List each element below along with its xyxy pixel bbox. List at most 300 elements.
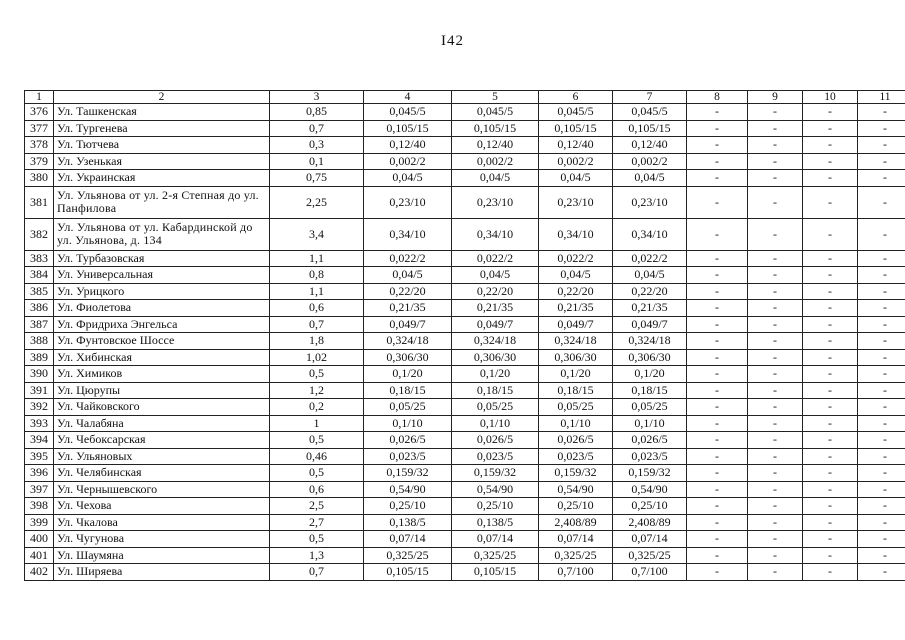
cell-col-3: 0,7 <box>270 316 364 333</box>
street-name: Ул. Чкалова <box>54 514 270 531</box>
row-number: 383 <box>25 250 54 267</box>
cell-col-10: - <box>803 250 858 267</box>
cell-col-7: 0,1/20 <box>613 366 687 383</box>
cell-col-4: 0,049/7 <box>364 316 452 333</box>
cell-col-3: 2,5 <box>270 498 364 515</box>
cell-col-9: - <box>748 186 803 218</box>
street-name: Ул. Тютчева <box>54 137 270 154</box>
cell-col-6: 0,04/5 <box>539 267 613 284</box>
cell-col-10: - <box>803 366 858 383</box>
cell-col-8: - <box>687 104 748 121</box>
cell-col-6: 0,022/2 <box>539 250 613 267</box>
cell-col-3: 0,8 <box>270 267 364 284</box>
cell-col-5: 0,026/5 <box>452 432 539 449</box>
cell-col-11: - <box>858 300 905 317</box>
row-number: 384 <box>25 267 54 284</box>
cell-col-10: - <box>803 349 858 366</box>
table-row <box>25 120 905 137</box>
cell-col-7: 0,105/15 <box>613 120 687 137</box>
cell-col-7: 0,002/2 <box>613 153 687 170</box>
cell-col-9: - <box>748 170 803 187</box>
cell-col-8: - <box>687 186 748 218</box>
cell-col-7: 0,325/25 <box>613 547 687 564</box>
cell-col-10: - <box>803 448 858 465</box>
cell-col-10: - <box>803 531 858 548</box>
row-number: 382 <box>25 218 54 250</box>
column-header: 2 <box>54 91 270 104</box>
street-name: Ул. Универсальная <box>54 267 270 284</box>
cell-col-9: - <box>748 267 803 284</box>
cell-col-10: - <box>803 415 858 432</box>
cell-col-10: - <box>803 547 858 564</box>
row-number: 380 <box>25 170 54 187</box>
cell-col-5: 0,22/20 <box>452 283 539 300</box>
cell-col-9: - <box>748 300 803 317</box>
cell-col-9: - <box>748 415 803 432</box>
cell-col-9: - <box>748 218 803 250</box>
cell-col-6: 0,25/10 <box>539 498 613 515</box>
cell-col-7: 0,04/5 <box>613 267 687 284</box>
cell-col-6: 0,54/90 <box>539 481 613 498</box>
column-header: 8 <box>687 91 748 104</box>
cell-col-9: - <box>748 399 803 416</box>
cell-col-6: 0,026/5 <box>539 432 613 449</box>
cell-col-8: - <box>687 349 748 366</box>
cell-col-11: - <box>858 333 905 350</box>
street-name: Ул. Чернышевского <box>54 481 270 498</box>
table-row <box>25 415 905 432</box>
cell-col-3: 2,25 <box>270 186 364 218</box>
cell-col-11: - <box>858 531 905 548</box>
cell-col-9: - <box>748 153 803 170</box>
street-name: Ул. Челябинская <box>54 465 270 482</box>
table-row <box>25 316 905 333</box>
cell-col-11: - <box>858 267 905 284</box>
cell-col-3: 1,2 <box>270 382 364 399</box>
street-name: Ул. Химиков <box>54 366 270 383</box>
cell-col-9: - <box>748 481 803 498</box>
cell-col-3: 1 <box>270 415 364 432</box>
cell-col-3: 1,1 <box>270 250 364 267</box>
cell-col-5: 0,002/2 <box>452 153 539 170</box>
column-header: 3 <box>270 91 364 104</box>
cell-col-10: - <box>803 432 858 449</box>
cell-col-7: 0,022/2 <box>613 250 687 267</box>
cell-col-6: 0,306/30 <box>539 349 613 366</box>
cell-col-6: 0,1/20 <box>539 366 613 383</box>
cell-col-4: 0,023/5 <box>364 448 452 465</box>
cell-col-9: - <box>748 366 803 383</box>
cell-col-11: - <box>858 514 905 531</box>
street-name: Ул. Хибинская <box>54 349 270 366</box>
row-number: 391 <box>25 382 54 399</box>
cell-col-3: 0,3 <box>270 137 364 154</box>
cell-col-7: 0,05/25 <box>613 399 687 416</box>
street-name: Ул. Шаумяна <box>54 547 270 564</box>
cell-col-10: - <box>803 218 858 250</box>
cell-col-7: 0,21/35 <box>613 300 687 317</box>
cell-col-9: - <box>748 531 803 548</box>
table-row <box>25 564 905 581</box>
cell-col-9: - <box>748 564 803 581</box>
cell-col-8: - <box>687 316 748 333</box>
cell-col-7: 0,324/18 <box>613 333 687 350</box>
cell-col-3: 0,5 <box>270 465 364 482</box>
cell-col-10: - <box>803 300 858 317</box>
cell-col-4: 0,54/90 <box>364 481 452 498</box>
cell-col-7: 0,7/100 <box>613 564 687 581</box>
cell-col-6: 0,324/18 <box>539 333 613 350</box>
cell-col-4: 0,026/5 <box>364 432 452 449</box>
cell-col-3: 0,6 <box>270 300 364 317</box>
cell-col-5: 0,105/15 <box>452 564 539 581</box>
street-name: Ул. Чебоксарская <box>54 432 270 449</box>
cell-col-3: 2,7 <box>270 514 364 531</box>
column-header: 5 <box>452 91 539 104</box>
cell-col-6: 0,05/25 <box>539 399 613 416</box>
cell-col-8: - <box>687 564 748 581</box>
cell-col-11: - <box>858 366 905 383</box>
cell-col-8: - <box>687 415 748 432</box>
street-name: Ул. Ширяева <box>54 564 270 581</box>
cell-col-11: - <box>858 316 905 333</box>
cell-col-6: 0,22/20 <box>539 283 613 300</box>
cell-col-7: 0,023/5 <box>613 448 687 465</box>
cell-col-5: 0,138/5 <box>452 514 539 531</box>
cell-col-9: - <box>748 250 803 267</box>
cell-col-5: 0,04/5 <box>452 267 539 284</box>
cell-col-3: 0,46 <box>270 448 364 465</box>
cell-col-9: - <box>748 547 803 564</box>
cell-col-9: - <box>748 349 803 366</box>
cell-col-6: 0,002/2 <box>539 153 613 170</box>
row-number: 401 <box>25 547 54 564</box>
cell-col-7: 0,23/10 <box>613 186 687 218</box>
cell-col-7: 0,045/5 <box>613 104 687 121</box>
cell-col-7: 0,25/10 <box>613 498 687 515</box>
street-name: Ул. Украинская <box>54 170 270 187</box>
cell-col-6: 0,12/40 <box>539 137 613 154</box>
cell-col-3: 3,4 <box>270 218 364 250</box>
cell-col-9: - <box>748 465 803 482</box>
cell-col-7: 2,408/89 <box>613 514 687 531</box>
cell-col-3: 1,8 <box>270 333 364 350</box>
cell-col-7: 0,18/15 <box>613 382 687 399</box>
cell-col-7: 0,026/5 <box>613 432 687 449</box>
cell-col-8: - <box>687 366 748 383</box>
cell-col-6: 0,21/35 <box>539 300 613 317</box>
cell-col-5: 0,07/14 <box>452 531 539 548</box>
cell-col-11: - <box>858 186 905 218</box>
cell-col-3: 1,3 <box>270 547 364 564</box>
cell-col-7: 0,04/5 <box>613 170 687 187</box>
cell-col-10: - <box>803 137 858 154</box>
cell-col-5: 0,325/25 <box>452 547 539 564</box>
cell-col-6: 2,408/89 <box>539 514 613 531</box>
cell-col-10: - <box>803 153 858 170</box>
row-number: 387 <box>25 316 54 333</box>
street-name: Ул. Ташкенская <box>54 104 270 121</box>
table-row <box>25 186 905 218</box>
cell-col-11: - <box>858 283 905 300</box>
table-row <box>25 481 905 498</box>
row-number: 385 <box>25 283 54 300</box>
page-number: I42 <box>441 33 464 49</box>
cell-col-11: - <box>858 104 905 121</box>
cell-col-8: - <box>687 250 748 267</box>
cell-col-5: 0,25/10 <box>452 498 539 515</box>
cell-col-8: - <box>687 481 748 498</box>
cell-col-7: 0,07/14 <box>613 531 687 548</box>
cell-col-4: 0,324/18 <box>364 333 452 350</box>
row-number: 393 <box>25 415 54 432</box>
cell-col-6: 0,325/25 <box>539 547 613 564</box>
table-row <box>25 531 905 548</box>
cell-col-9: - <box>748 432 803 449</box>
cell-col-11: - <box>858 498 905 515</box>
table-row <box>25 300 905 317</box>
table-row <box>25 399 905 416</box>
cell-col-8: - <box>687 153 748 170</box>
cell-col-8: - <box>687 531 748 548</box>
column-header: 7 <box>613 91 687 104</box>
street-name: Ул. Фридриха Энгельса <box>54 316 270 333</box>
table-row <box>25 104 905 121</box>
cell-col-4: 0,04/5 <box>364 170 452 187</box>
cell-col-5: 0,04/5 <box>452 170 539 187</box>
cell-col-3: 0,5 <box>270 531 364 548</box>
cell-col-7: 0,22/20 <box>613 283 687 300</box>
cell-col-5: 0,324/18 <box>452 333 539 350</box>
column-header: 1 <box>25 91 54 104</box>
cell-col-9: - <box>748 498 803 515</box>
street-name: Ул. Фиолетова <box>54 300 270 317</box>
cell-col-8: - <box>687 333 748 350</box>
cell-col-10: - <box>803 186 858 218</box>
row-number: 397 <box>25 481 54 498</box>
cell-col-6: 0,023/5 <box>539 448 613 465</box>
cell-col-3: 0,7 <box>270 120 364 137</box>
cell-col-11: - <box>858 382 905 399</box>
cell-col-6: 0,7/100 <box>539 564 613 581</box>
street-name: Ул. Цюрупы <box>54 382 270 399</box>
row-number: 390 <box>25 366 54 383</box>
cell-col-10: - <box>803 382 858 399</box>
cell-col-11: - <box>858 250 905 267</box>
table-row <box>25 498 905 515</box>
cell-col-4: 0,306/30 <box>364 349 452 366</box>
cell-col-11: - <box>858 564 905 581</box>
cell-col-7: 0,12/40 <box>613 137 687 154</box>
cell-col-4: 0,159/32 <box>364 465 452 482</box>
street-name: Ул. Тургенева <box>54 120 270 137</box>
cell-col-8: - <box>687 514 748 531</box>
street-name: Ул. Чалабяна <box>54 415 270 432</box>
column-header: 10 <box>803 91 858 104</box>
cell-col-5: 0,1/10 <box>452 415 539 432</box>
table-row <box>25 333 905 350</box>
row-number: 395 <box>25 448 54 465</box>
cell-col-4: 0,045/5 <box>364 104 452 121</box>
table-row <box>25 170 905 187</box>
column-header: 6 <box>539 91 613 104</box>
cell-col-3: 0,5 <box>270 432 364 449</box>
cell-col-4: 0,34/10 <box>364 218 452 250</box>
cell-col-9: - <box>748 514 803 531</box>
row-number: 386 <box>25 300 54 317</box>
cell-col-8: - <box>687 170 748 187</box>
cell-col-4: 0,325/25 <box>364 547 452 564</box>
cell-col-4: 0,022/2 <box>364 250 452 267</box>
cell-col-4: 0,04/5 <box>364 267 452 284</box>
cell-col-3: 1,02 <box>270 349 364 366</box>
cell-col-9: - <box>748 137 803 154</box>
column-header: 4 <box>364 91 452 104</box>
cell-col-11: - <box>858 170 905 187</box>
cell-col-10: - <box>803 283 858 300</box>
cell-col-6: 0,049/7 <box>539 316 613 333</box>
table-row <box>25 432 905 449</box>
cell-col-5: 0,34/10 <box>452 218 539 250</box>
cell-col-4: 0,1/20 <box>364 366 452 383</box>
street-name: Ул. Ульянова от ул. Кабардинской до ул. Ульянова, д. 134 <box>54 218 270 250</box>
cell-col-10: - <box>803 316 858 333</box>
cell-col-10: - <box>803 498 858 515</box>
table-row <box>25 250 905 267</box>
street-name: Ул. Турбазовская <box>54 250 270 267</box>
cell-col-5: 0,21/35 <box>452 300 539 317</box>
cell-col-5: 0,105/15 <box>452 120 539 137</box>
cell-col-6: 0,159/32 <box>539 465 613 482</box>
street-name: Ул. Ульянова от ул. 2-я Степная до ул. Панфилова <box>54 186 270 218</box>
street-name: Ул. Ульяновых <box>54 448 270 465</box>
cell-col-9: - <box>748 382 803 399</box>
cell-col-11: - <box>858 399 905 416</box>
cell-col-8: - <box>687 399 748 416</box>
cell-col-6: 0,1/10 <box>539 415 613 432</box>
table-row <box>25 448 905 465</box>
column-header: 11 <box>858 91 905 104</box>
cell-col-6: 0,34/10 <box>539 218 613 250</box>
row-number: 394 <box>25 432 54 449</box>
cell-col-8: - <box>687 498 748 515</box>
cell-col-5: 0,12/40 <box>452 137 539 154</box>
cell-col-10: - <box>803 399 858 416</box>
cell-col-11: - <box>858 349 905 366</box>
cell-col-5: 0,23/10 <box>452 186 539 218</box>
row-number: 392 <box>25 399 54 416</box>
row-number: 377 <box>25 120 54 137</box>
cell-col-11: - <box>858 415 905 432</box>
cell-col-4: 0,1/10 <box>364 415 452 432</box>
cell-col-10: - <box>803 564 858 581</box>
cell-col-9: - <box>748 333 803 350</box>
cell-col-5: 0,022/2 <box>452 250 539 267</box>
cell-col-11: - <box>858 465 905 482</box>
row-number: 396 <box>25 465 54 482</box>
cell-col-8: - <box>687 465 748 482</box>
cell-col-10: - <box>803 465 858 482</box>
row-number: 389 <box>25 349 54 366</box>
cell-col-6: 0,07/14 <box>539 531 613 548</box>
cell-col-8: - <box>687 448 748 465</box>
cell-col-5: 0,159/32 <box>452 465 539 482</box>
row-number: 376 <box>25 104 54 121</box>
column-header: 9 <box>748 91 803 104</box>
street-data-table <box>24 90 905 581</box>
cell-col-9: - <box>748 316 803 333</box>
table-row <box>25 514 905 531</box>
table-row <box>25 465 905 482</box>
cell-col-11: - <box>858 481 905 498</box>
cell-col-4: 0,002/2 <box>364 153 452 170</box>
cell-col-4: 0,12/40 <box>364 137 452 154</box>
cell-col-9: - <box>748 120 803 137</box>
cell-col-5: 0,05/25 <box>452 399 539 416</box>
cell-col-4: 0,23/10 <box>364 186 452 218</box>
street-name: Ул. Урицкого <box>54 283 270 300</box>
cell-col-11: - <box>858 432 905 449</box>
table-row <box>25 349 905 366</box>
street-name: Ул. Чехова <box>54 498 270 515</box>
cell-col-9: - <box>748 104 803 121</box>
table-row <box>25 382 905 399</box>
cell-col-10: - <box>803 104 858 121</box>
cell-col-11: - <box>858 153 905 170</box>
cell-col-3: 0,5 <box>270 366 364 383</box>
cell-col-6: 0,045/5 <box>539 104 613 121</box>
cell-col-11: - <box>858 120 905 137</box>
cell-col-3: 1,1 <box>270 283 364 300</box>
cell-col-5: 0,18/15 <box>452 382 539 399</box>
table-row <box>25 153 905 170</box>
cell-col-10: - <box>803 170 858 187</box>
cell-col-5: 0,306/30 <box>452 349 539 366</box>
cell-col-6: 0,04/5 <box>539 170 613 187</box>
cell-col-5: 0,54/90 <box>452 481 539 498</box>
cell-col-8: - <box>687 267 748 284</box>
row-number: 398 <box>25 498 54 515</box>
cell-col-10: - <box>803 481 858 498</box>
cell-col-8: - <box>687 283 748 300</box>
cell-col-9: - <box>748 283 803 300</box>
cell-col-3: 0,75 <box>270 170 364 187</box>
cell-col-4: 0,105/15 <box>364 564 452 581</box>
cell-col-8: - <box>687 137 748 154</box>
cell-col-7: 0,049/7 <box>613 316 687 333</box>
cell-col-10: - <box>803 333 858 350</box>
cell-col-6: 0,105/15 <box>539 120 613 137</box>
cell-col-10: - <box>803 514 858 531</box>
cell-col-8: - <box>687 547 748 564</box>
cell-col-10: - <box>803 267 858 284</box>
street-name: Ул. Чугунова <box>54 531 270 548</box>
row-number: 379 <box>25 153 54 170</box>
cell-col-8: - <box>687 218 748 250</box>
cell-col-3: 0,7 <box>270 564 364 581</box>
cell-col-6: 0,23/10 <box>539 186 613 218</box>
cell-col-3: 0,85 <box>270 104 364 121</box>
cell-col-3: 0,2 <box>270 399 364 416</box>
cell-col-8: - <box>687 120 748 137</box>
table-row <box>25 547 905 564</box>
table-header-row <box>25 91 905 104</box>
cell-col-11: - <box>858 448 905 465</box>
table-row <box>25 267 905 284</box>
cell-col-7: 0,306/30 <box>613 349 687 366</box>
street-name: Ул. Фунтовское Шоссе <box>54 333 270 350</box>
table-row <box>25 283 905 300</box>
